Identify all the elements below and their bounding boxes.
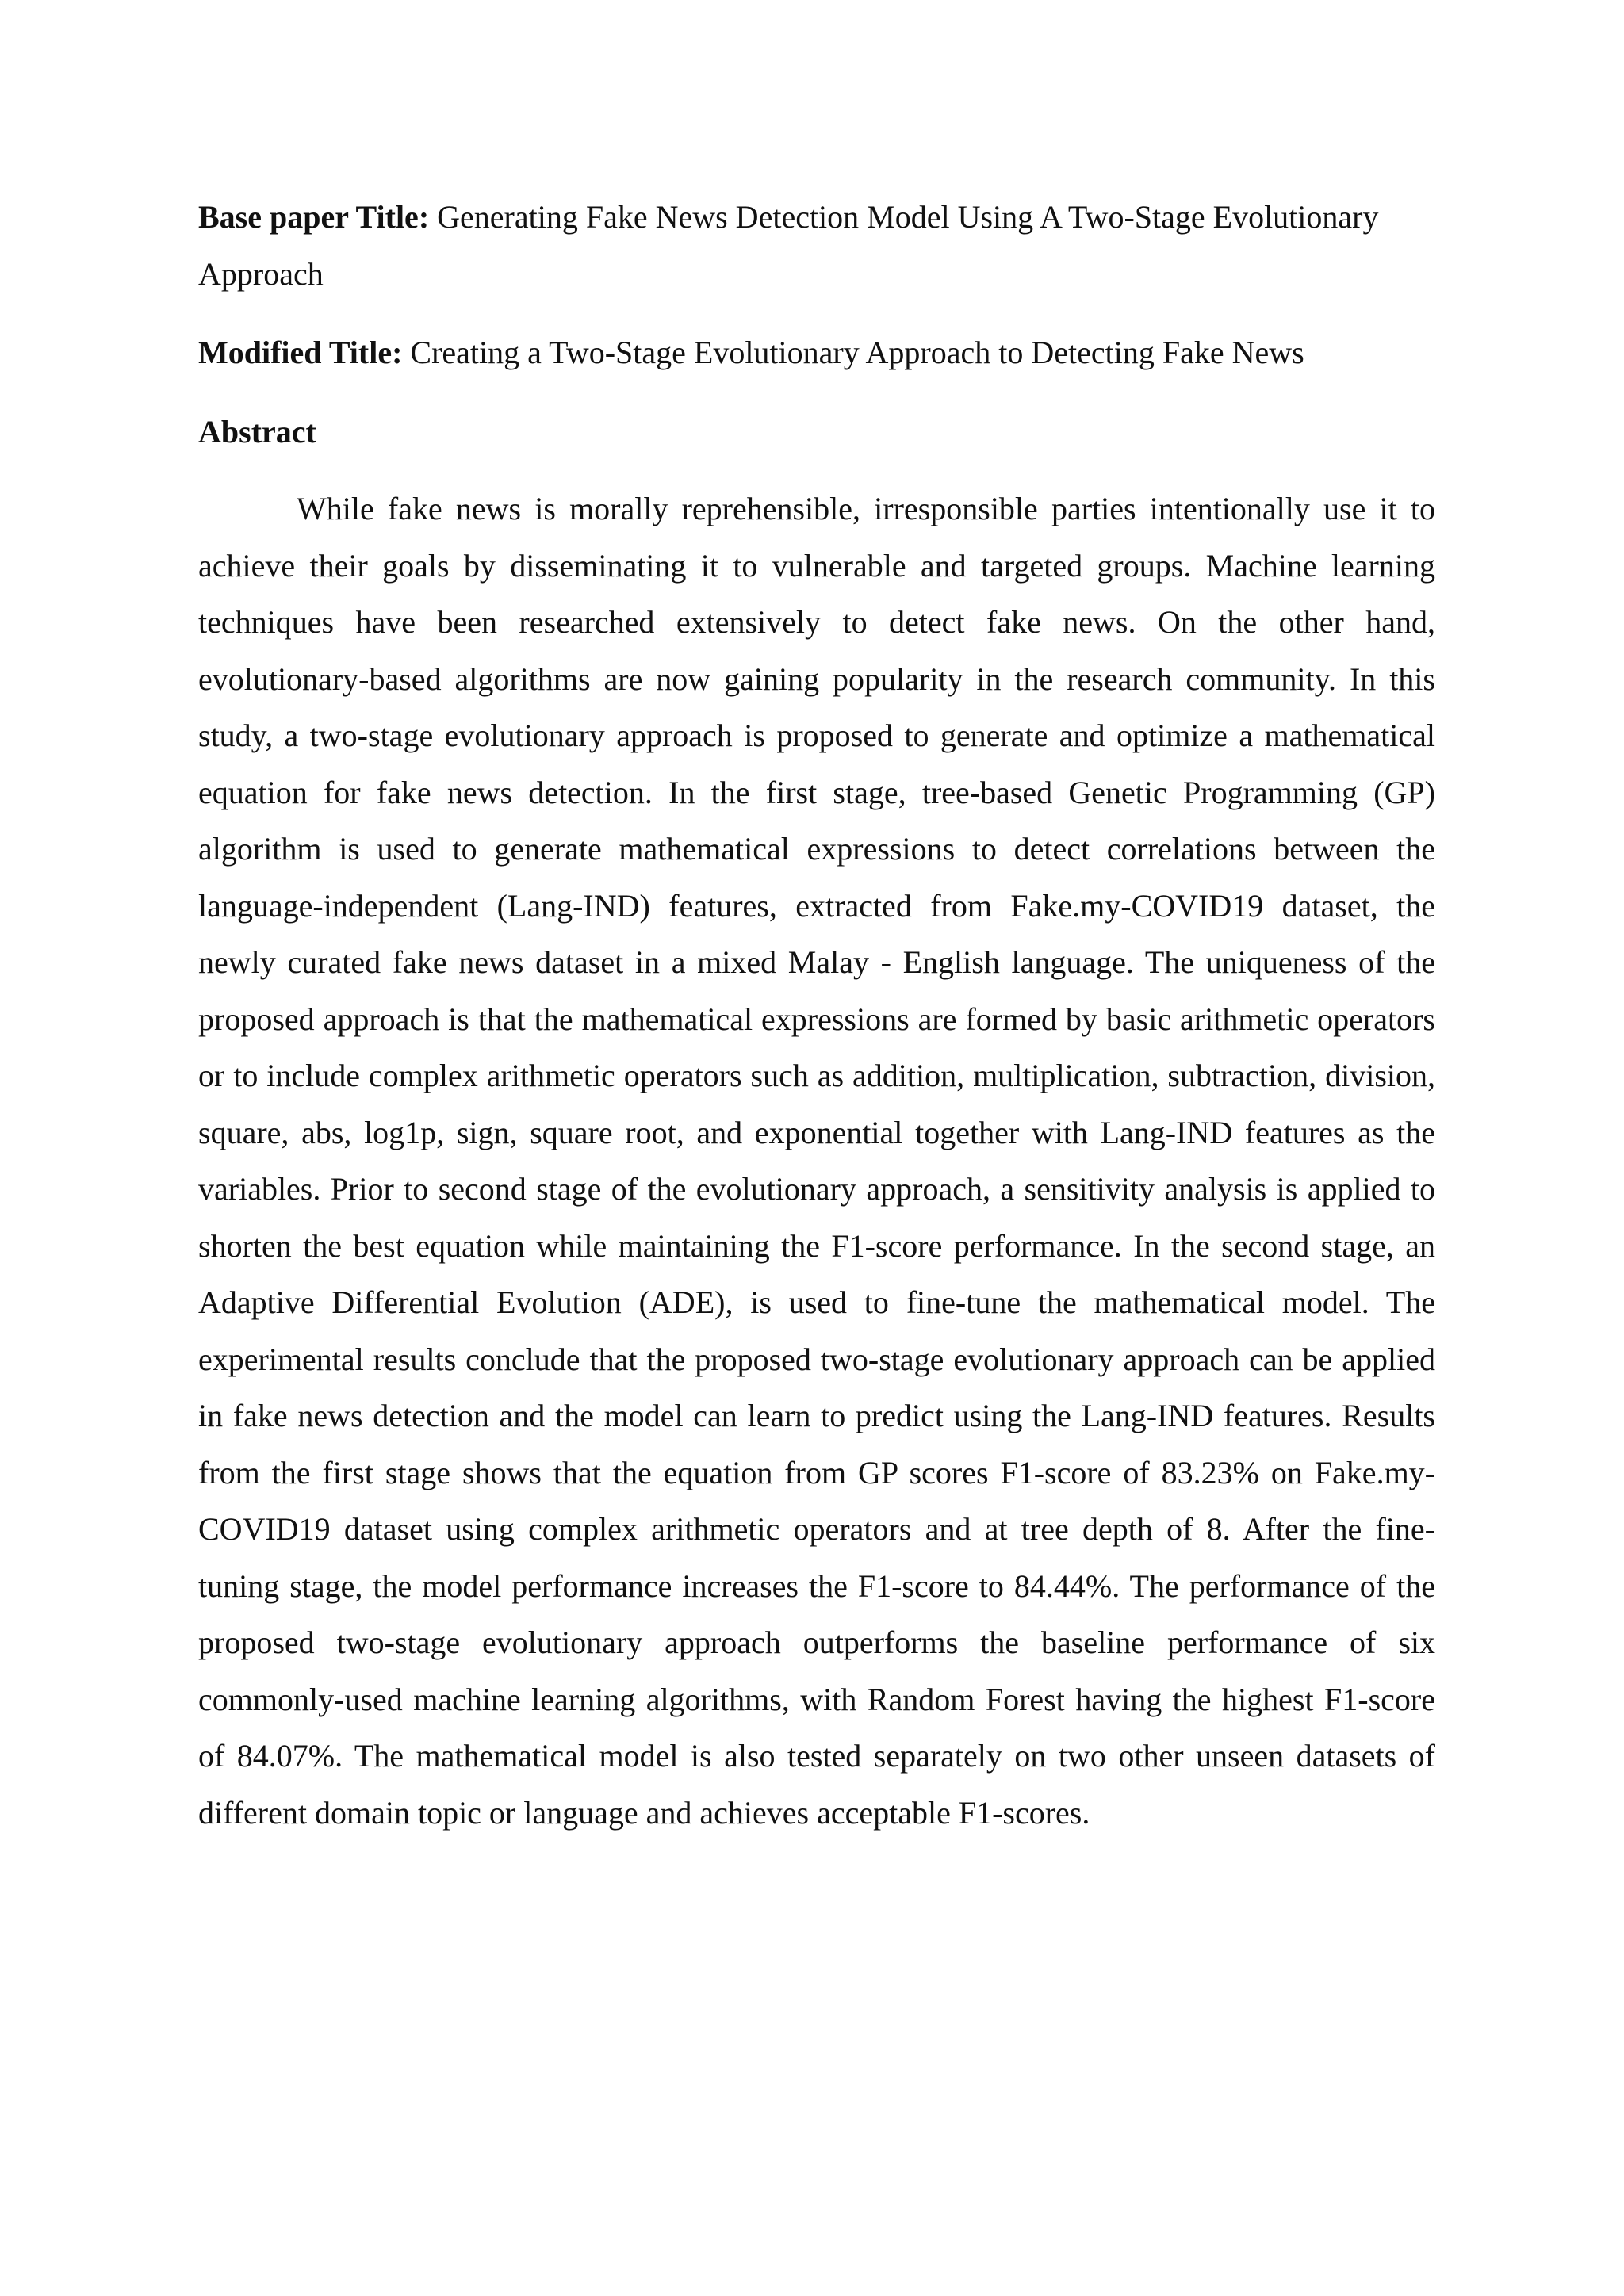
modified-title-label: Modified Title:	[198, 335, 403, 370]
abstract-body: While fake news is morally reprehensible, irresponsible parties intentionally use it to achieve their goals by disseminating it to vulnerable and targeted groups. Machine learning techniques have been researched extensively to detect fake news. On the other hand, evolutionary-based algorithms are now gaining popularity in the research community. In this study, a two-stage evolutionary approach is proposed to generate and optimize a mathematical equation for fake news detection. In the first stage, tree-based Genetic Programming (GP) algorithm is used to generate mathematical expressions to detect correlations between the language-independent (Lang-IND) features, extracted from Fake.my-COVID19 dataset, the newly curated fake news dataset in a mixed Malay - English language. The uniqueness of the proposed approach is that the mathematical expressions are formed by basic arithmetic operators or to include complex arithmetic operators such as addition, multiplication, subtraction, division, square, abs, log1p, sign, square root, and exponential together with Lang-IND features as the variables. Prior to second stage of the evolutionary approach, a sensitivity analysis is applied to shorten the best equation while maintaining the F1-score performance. In the second stage, an Adaptive Differential Evolution (ADE), is used to fine-tune the mathematical model. The experimental results conclude that the proposed two-stage evolutionary approach can be applied in fake news detection and the model can learn to predict using the Lang-IND features. Results from the first stage shows that the equation from GP scores F1-score of 83.23% on Fake.my-COVID19 dataset using complex arithmetic operators and at tree depth of 8. After the fine-tuning stage, the model performance increases the F1-score to 84.44%. The performance of the proposed two-stage evolutionary approach outperforms the baseline performance of six commonly-used machine learning algorithms, with Random Forest having the highest F1-score of 84.07%. The mathematical model is also tested separately on two other unseen datasets of different domain topic or language and achieves acceptable F1-scores.	[198, 491, 1435, 1831]
abstract-heading: Abstract	[198, 413, 316, 450]
modified-title	[198, 324, 1435, 381]
base-paper-title	[198, 189, 1435, 302]
base-paper-title-text: Generating Fake News Detection Model Using A Two-Stage Evolutionary Approach	[198, 199, 1379, 292]
modified-title-text: Creating a Two-Stage Evolutionary Approach to Detecting Fake News	[410, 335, 1304, 370]
document-content	[198, 189, 1435, 1841]
base-paper-title-label: Base paper Title:	[198, 199, 430, 235]
